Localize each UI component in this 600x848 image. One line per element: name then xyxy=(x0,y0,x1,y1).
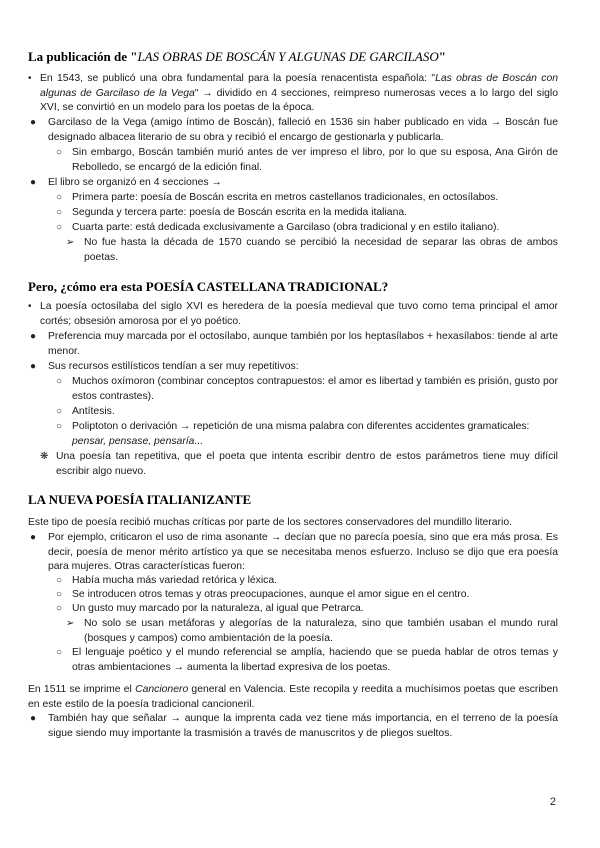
bullet-hollow-icon: ○ xyxy=(56,207,63,218)
list-item: Segunda y tercera parte: poesía de Boscán escrita en la medida italiana. xyxy=(72,207,408,218)
bullet-dot-icon: • xyxy=(28,73,32,84)
arrow-bullet-icon: ➢ xyxy=(66,618,75,629)
paragraph: En 1511 se imprime el Cancionero general en Valencia. Este recopila y reedita a muchísimos poetas que escriben en este estilo de la poesía tradicional cancioneril. xyxy=(28,684,558,710)
bullet-filled-icon: ● xyxy=(30,177,37,188)
bullet-hollow-icon: ○ xyxy=(56,421,63,432)
bullet-hollow-icon: ○ xyxy=(56,575,63,586)
list-item: Garcilaso de la Vega (amigo íntimo de Boscán), falleció en 1536 sin haber publicado en vida → Boscán fue designado albacea literario de su obra y recibió el encargo de gestionarla y publicarla. xyxy=(48,117,558,143)
list-item: Poliptoton o derivación → repetición de una misma palabra con diferentes accidentes gramaticales: pensar, pensase, pensaría... xyxy=(72,421,530,447)
bullet-hollow-icon: ○ xyxy=(56,589,63,600)
arrow-bullet-icon: ➢ xyxy=(66,237,75,248)
bullet-hollow-icon: ○ xyxy=(56,222,63,233)
bullet-filled-icon: ● xyxy=(30,361,37,372)
bullet-hollow-icon: ○ xyxy=(56,603,63,614)
paragraph: En 1543, se publicó una obra fundamental para la poesía renacentista española: "Las obras de Boscán con algunas de Garcilaso de la Vega" → dividido en 4 secciones, reimpreso numerosas veces a lo largo del siglo XVI, se convirtió en un modelo para los poetas de la época. xyxy=(40,73,559,113)
list-item: Había mucha más variedad retórica y léxica. xyxy=(72,575,278,586)
bullet-hollow-icon: ○ xyxy=(56,376,63,387)
book-title: Las obras de Boscán con algunas de Garcilaso de la Vega xyxy=(40,73,559,99)
example-words: pensar, pensase, pensaría... xyxy=(72,435,204,447)
list-item: Un gusto muy marcado por la naturaleza, al igual que Petrarca. xyxy=(72,603,364,614)
list-item: Primera parte: poesía de Boscán escrita en metros castellanos tradicionales, en octosílabos. xyxy=(72,192,499,203)
list-item: Se introducen otros temas y otras preocupaciones, aunque el amor sigue en el centro. xyxy=(72,589,470,600)
bullet-hollow-icon: ○ xyxy=(56,147,63,158)
list-item: Por ejemplo, criticaron el uso de rima asonante → decían que no parecía poesía, sino que era más prosa. Es decir, poesía de menor mérito artístico ya que se necesitaba menos esfuerzo. Incluso se dijo que era poesía para mujeres. Otras características fueron: xyxy=(48,532,558,572)
bullet-filled-icon: ● xyxy=(30,331,37,342)
list-item: Una poesía tan repetitiva, que el poeta que intenta escribir dentro de estos parámetros tiene muy difícil escribir algo nuevo. xyxy=(56,451,558,477)
section-heading-publicacion xyxy=(28,49,446,65)
bullet-filled-icon: ● xyxy=(30,713,37,724)
list-item: El lenguaje poético y el mundo referencial se amplía, haciendo que se pueda hablar de otros temas y otras ambientaciones → aumenta la libertad expresiva de los poetas. xyxy=(72,647,558,673)
star-bullet-icon: ❋ xyxy=(40,451,49,462)
bullet-dot-icon: • xyxy=(28,301,32,312)
heading-prefix: La publicación de " xyxy=(28,49,138,64)
paragraph: La poesía octosílaba del siglo XVI es heredera de la poesía medieval que tuvo como tema principal el amor cortés; obsesión amorosa por el yo poético. xyxy=(40,301,558,327)
section-heading-poesia-italianizante: LA NUEVA POESÍA ITALIANIZANTE xyxy=(28,492,252,507)
paragraph: Este tipo de poesía recibió muchas críticas por parte de los sectores conservadores del mundillo literario. xyxy=(28,517,512,528)
list-item: Cuarta parte: está dedicada exclusivamente a Garcilaso (obra tradicional y en estilo italiano). xyxy=(72,222,500,233)
list-item: No solo se usan metáforas y alegorías de la naturaleza, sino que también usaban el mundo rural (bosques y campos) como ambientación de la poesía. xyxy=(84,618,558,644)
heading-suffix: " xyxy=(438,49,446,64)
bullet-hollow-icon: ○ xyxy=(56,647,63,658)
bullet-filled-icon: ● xyxy=(30,117,37,128)
list-item: Sin embargo, Boscán también murió antes de ver impreso el libro, por lo que su esposa, Ana Girón de Rebolledo, se encargó de la edición final. xyxy=(72,147,558,173)
cancionero-title: Cancionero xyxy=(135,684,189,695)
bullet-hollow-icon: ○ xyxy=(56,192,63,203)
bullet-filled-icon: ● xyxy=(30,532,37,543)
list-item: Preferencia muy marcada por el octosílabo, aunque también por los heptasílabos + hexasílabos: tiende al arte menor. xyxy=(48,331,558,357)
list-item: También hay que señalar → aunque la imprenta cada vez tiene más importancia, en el terreno de la poesía sigue siendo muy importante la trasmisión a través de manuscritos y de pliegos sueltos. xyxy=(48,713,558,739)
list-item: El libro se organizó en 4 secciones → xyxy=(48,177,222,188)
list-item: No fue hasta la década de 1570 cuando se percibió la necesidad de separar las obras de ambos poetas. xyxy=(84,237,558,263)
bullet-hollow-icon: ○ xyxy=(56,406,63,417)
list-item: Antítesis. xyxy=(72,406,115,417)
page-number: 2 xyxy=(549,796,556,808)
heading-title: LAS OBRAS DE BOSCÁN Y ALGUNAS DE GARCILASO xyxy=(137,49,439,64)
section-heading-poesia-castellana: Pero, ¿cómo era esta POESÍA CASTELLANA TRADICIONAL? xyxy=(28,279,389,294)
list-item: Sus recursos estilísticos tendían a ser muy repetitivos: xyxy=(48,361,299,372)
list-item: Muchos oxímoron (combinar conceptos contrapuestos: el amor es libertad y también es prisión, gusto por estos contrastes). xyxy=(72,376,558,402)
